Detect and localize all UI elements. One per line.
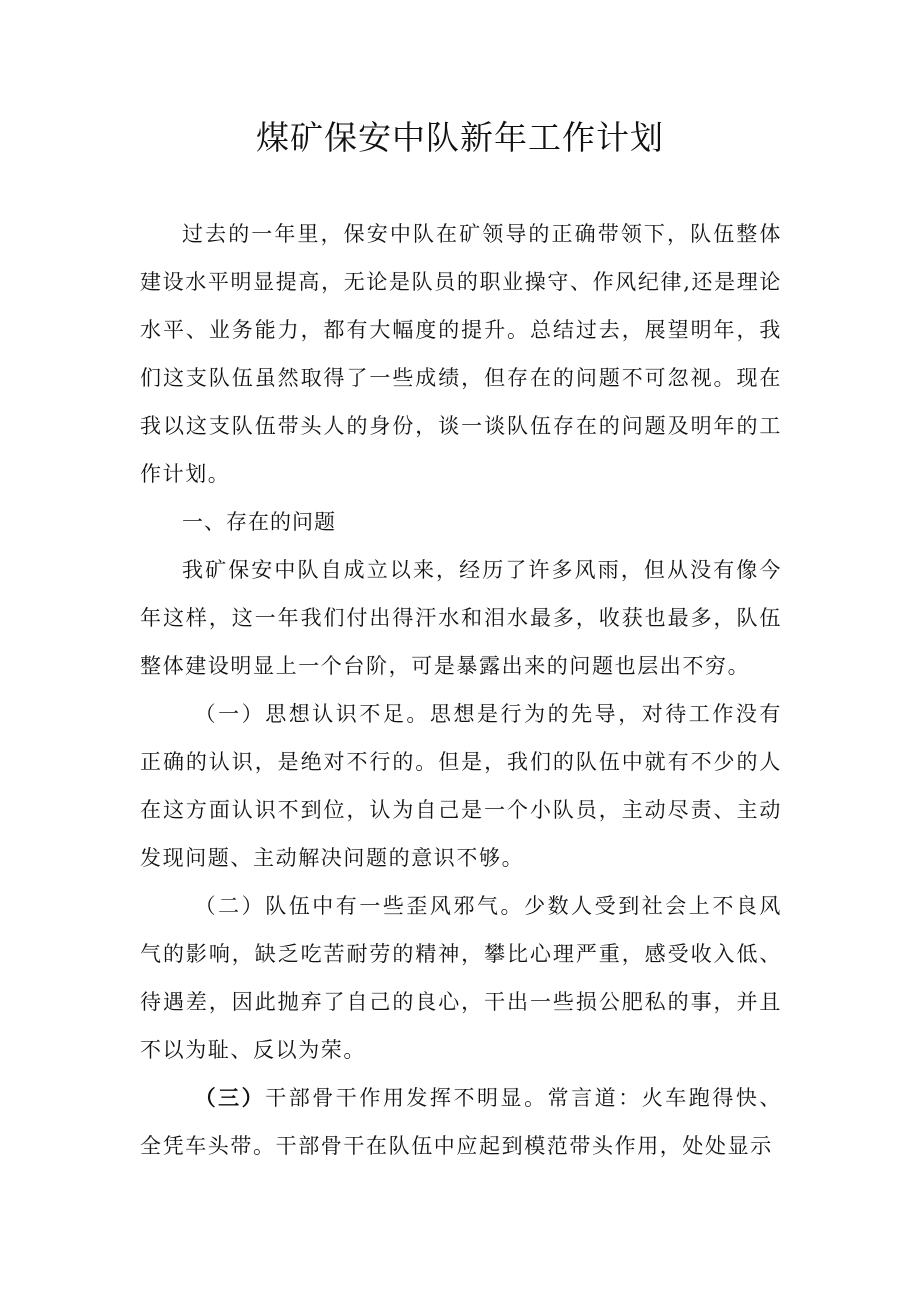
intro-paragraph: 过去的一年里，保安中队在矿领导的正确带领下，队伍整体建设水平明显提高，无论是队员的职业操守、作风纪律,还是理论水平、业务能力，都有大幅度的提升。总结过去，展望明年，我们这支队伍虽然取得了一些成绩，但存在的问题不可忽视。现在我以这支队伍带头人的身份，谈一谈队伍存在的问题及明年的工作计划。 xyxy=(140,222,782,486)
item-text-3: 干部骨干作用发挥不明显。常言道：火车跑得快、全凭车头带。干部骨干在队伍中应起到模范带头作用，处处显示 xyxy=(140,1086,782,1158)
document-title: 煤矿保安中队新年工作计划 xyxy=(256,118,664,157)
item-text-2: 队伍中有一些歪风邪气。少数人受到社会上不良风气的影响，缺乏吃苦耐劳的精神，攀比心理严重，感受收入低、待遇差，因此抛弃了自己的良心，干出一些损公肥私的事，并且不以为耻、反以为荣。 xyxy=(140,894,782,1062)
document-body xyxy=(140,210,782,1170)
item-text-1: 思想认识不足。思想是行为的先导，对待工作没有正确的认识，是绝对不行的。但是，我们的队伍中就有不少的人在这方面认识不到位，认为自己是一个小队员，主动尽责、主动发现问题、主动解决问题的意识不够。 xyxy=(140,702,782,870)
item-label-2: （二） xyxy=(194,894,266,918)
section-heading-problems: 一、存在的问题 xyxy=(182,510,336,534)
item-paragraph-3 xyxy=(140,1074,782,1170)
item-paragraph-1 xyxy=(140,690,782,882)
item-label-1: （一） xyxy=(194,702,266,726)
item-label-3: （三） xyxy=(194,1085,266,1110)
item-paragraph-2 xyxy=(140,882,782,1074)
section-intro-paragraph: 我矿保安中队自成立以来，经历了许多风雨，但从没有像今年这样，这一年我们付出得汗水和泪水最多，收获也最多，队伍整体建设明显上一个台阶，可是暴露出来的问题也层出不穷。 xyxy=(140,558,782,678)
